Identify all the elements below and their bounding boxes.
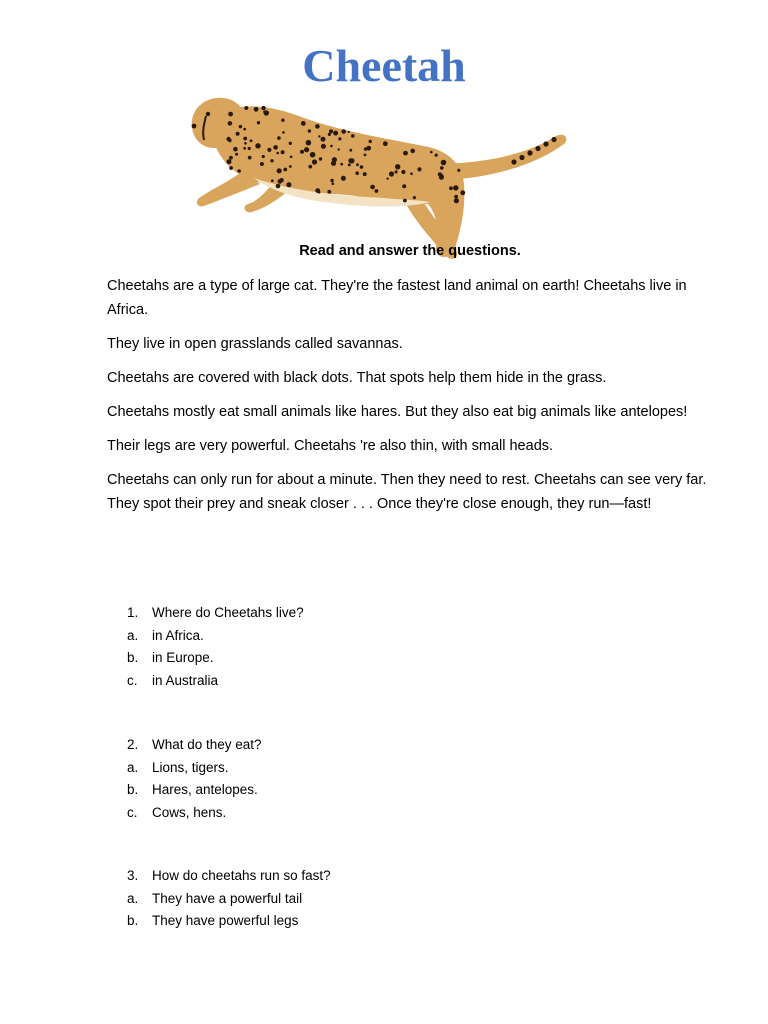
fur-spot	[312, 159, 317, 164]
fur-spot	[282, 131, 285, 134]
fur-spot	[332, 157, 337, 162]
option-letter: b.	[127, 782, 139, 797]
fur-spot	[453, 185, 458, 190]
fur-spot	[248, 147, 251, 150]
fur-spot	[244, 142, 247, 145]
fur-spot	[321, 144, 326, 149]
instruction-heading: Read and answer the questions.	[299, 243, 521, 259]
fur-spot	[402, 184, 406, 188]
fur-spot	[369, 140, 372, 143]
fur-spot	[235, 153, 238, 156]
passage-paragraph: Cheetahs are covered with black dots. That spots help them hide in the grass.	[107, 370, 607, 386]
fur-spot	[315, 124, 320, 129]
fur-spot	[341, 129, 346, 134]
fur-spot	[228, 112, 233, 117]
question-text: What do they eat?	[152, 737, 262, 752]
question-line	[127, 734, 427, 757]
tail-ring	[535, 146, 540, 151]
fur-spot	[338, 137, 341, 140]
fur-spot	[413, 196, 416, 199]
option-text: in Australia	[152, 672, 219, 688]
fur-spot	[277, 168, 282, 173]
fur-spot	[233, 147, 238, 152]
fur-spot	[383, 141, 388, 146]
fur-spot	[281, 119, 284, 122]
answer-option	[127, 670, 427, 693]
fur-spot	[430, 151, 433, 154]
question-text: How do cheetahs run so fast?	[152, 868, 331, 883]
fur-spot	[389, 171, 394, 176]
reading-passage	[107, 274, 717, 526]
fur-spot	[332, 182, 335, 185]
passage-paragraph: Cheetahs can only run for about a minute. Then they need to rest. Cheetahs can see very far. They spot their prey and sneak closer . . . Once they're close enough, they run—fast!	[107, 472, 707, 512]
option-letter: a.	[127, 890, 139, 906]
fur-spot	[261, 106, 265, 110]
fur-spot	[386, 178, 388, 180]
cheetah-illustration-icon	[184, 92, 576, 264]
fur-spot	[229, 156, 233, 160]
question-number: 2.	[127, 737, 139, 752]
fur-spot	[310, 152, 316, 158]
fur-spot	[330, 179, 333, 182]
fur-spot	[318, 191, 321, 194]
fur-spot	[395, 170, 398, 173]
fur-spot	[449, 186, 453, 190]
question-text: Where do Cheetahs live?	[152, 605, 304, 620]
question-line	[127, 602, 427, 625]
page-title: Cheetah	[302, 40, 466, 91]
tail-ring	[551, 137, 556, 142]
fur-spot	[229, 166, 233, 170]
fur-spot	[410, 149, 415, 154]
fur-spot	[366, 146, 371, 151]
fur-spot	[348, 163, 351, 166]
option-text: Lions, tigers.	[152, 759, 229, 775]
fur-spot	[340, 163, 343, 166]
fur-spot	[356, 163, 359, 166]
tail-ring	[543, 141, 548, 146]
fur-spot	[257, 121, 260, 124]
fur-spot	[227, 159, 232, 164]
fur-spot	[254, 107, 259, 112]
question-block	[127, 734, 427, 824]
fur-spot	[306, 140, 312, 146]
fur-spot	[270, 159, 273, 162]
fur-spot	[338, 148, 340, 150]
question-line	[127, 865, 427, 888]
fur-spot	[290, 156, 293, 159]
fur-spot	[328, 133, 331, 136]
option-letter: a.	[127, 627, 139, 643]
fur-spot	[243, 137, 247, 141]
option-text: in Europe.	[152, 650, 214, 665]
fur-spot	[351, 134, 355, 138]
fur-spot	[267, 148, 271, 152]
fur-spot	[286, 182, 291, 187]
question-block	[127, 865, 427, 933]
fur-spot	[236, 132, 240, 136]
fur-spot	[355, 171, 359, 175]
passage-paragraph: Their legs are very powerful. Cheetahs 're also thin, with small heads.	[107, 438, 554, 454]
fur-spot	[370, 185, 375, 190]
tail-ring	[519, 155, 524, 160]
fur-spot	[403, 199, 407, 203]
tail-ring	[527, 150, 532, 155]
fur-spot	[403, 151, 408, 156]
fur-spot	[435, 154, 438, 157]
fur-spot	[239, 125, 242, 128]
option-text: They have a powerful tail	[152, 890, 303, 906]
answer-option	[127, 888, 427, 911]
fur-spot	[441, 160, 447, 166]
fur-spot	[460, 190, 465, 195]
fur-spot	[349, 149, 352, 152]
fur-spot	[263, 110, 266, 113]
fur-spot	[348, 131, 350, 133]
fur-spot	[260, 162, 264, 166]
option-text: Cows, hens.	[152, 804, 227, 820]
question-number: 3.	[127, 868, 139, 883]
fur-spot	[277, 136, 281, 140]
fur-spot	[330, 145, 333, 148]
fur-spot	[318, 135, 320, 137]
fur-spot	[349, 158, 354, 163]
passage-paragraph: Cheetahs mostly eat small animals like hares. But they also eat big animals like antelopes!	[107, 404, 688, 420]
answer-option	[127, 757, 427, 780]
fur-spot	[276, 152, 279, 155]
fur-spot	[308, 165, 312, 169]
option-letter: c.	[127, 672, 138, 688]
question-block	[127, 602, 427, 692]
answer-option	[127, 910, 427, 933]
fur-spot	[250, 139, 253, 142]
fur-spot	[341, 176, 346, 181]
fur-spot	[364, 154, 367, 157]
fur-spot	[273, 145, 278, 150]
fur-spot	[440, 166, 444, 170]
fur-spot	[375, 189, 379, 193]
fur-spot	[417, 167, 421, 171]
fur-spot	[243, 147, 246, 150]
passage-paragraph: Cheetahs are a type of large cat. They're the fastest land animal on earth! Cheetahs live in Africa.	[107, 278, 687, 318]
fur-spot	[360, 165, 364, 169]
fur-spot	[283, 168, 287, 172]
fur-spot	[279, 178, 283, 182]
fur-spot	[262, 155, 265, 158]
option-text: in Africa.	[152, 627, 204, 643]
option-text: They have powerful legs	[152, 913, 299, 928]
answer-option	[127, 779, 427, 802]
fur-spot	[308, 129, 311, 132]
answer-option	[127, 625, 427, 648]
fur-spot	[300, 150, 304, 154]
fur-spot	[226, 137, 230, 141]
fur-spot	[289, 165, 292, 168]
fur-spot	[281, 150, 285, 154]
fur-spot	[271, 179, 274, 182]
fur-spot	[401, 170, 405, 174]
answer-option	[127, 647, 427, 670]
question-number: 1.	[127, 605, 139, 620]
fur-spot	[457, 169, 460, 172]
option-letter: a.	[127, 759, 139, 775]
fur-spot	[301, 121, 306, 126]
fur-spot	[276, 184, 281, 189]
fur-spot	[333, 131, 338, 136]
passage-paragraph: They live in open grasslands called savannas.	[107, 336, 403, 352]
fur-spot	[304, 147, 309, 152]
fur-spot	[454, 195, 458, 199]
fur-spot	[255, 143, 260, 148]
fur-spot	[319, 157, 322, 160]
fur-spot	[395, 164, 400, 169]
option-letter: b.	[127, 650, 139, 665]
fur-spot	[237, 169, 241, 173]
answer-option	[127, 802, 427, 825]
fur-spot	[321, 137, 326, 142]
fur-spot	[329, 129, 333, 133]
fur-spot	[228, 121, 233, 126]
option-text: Hares, antelopes.	[152, 782, 258, 797]
fur-spot	[289, 142, 292, 145]
fur-spot	[244, 106, 248, 110]
fur-spot	[248, 156, 252, 160]
fur-spot	[363, 172, 367, 176]
fur-spot	[243, 128, 246, 131]
fur-spot	[327, 190, 331, 194]
option-letter: c.	[127, 804, 138, 820]
fur-spot	[454, 198, 459, 203]
option-letter: b.	[127, 913, 139, 928]
tail-ring	[511, 159, 516, 164]
fur-spot	[410, 172, 413, 175]
fur-spot	[439, 175, 444, 180]
